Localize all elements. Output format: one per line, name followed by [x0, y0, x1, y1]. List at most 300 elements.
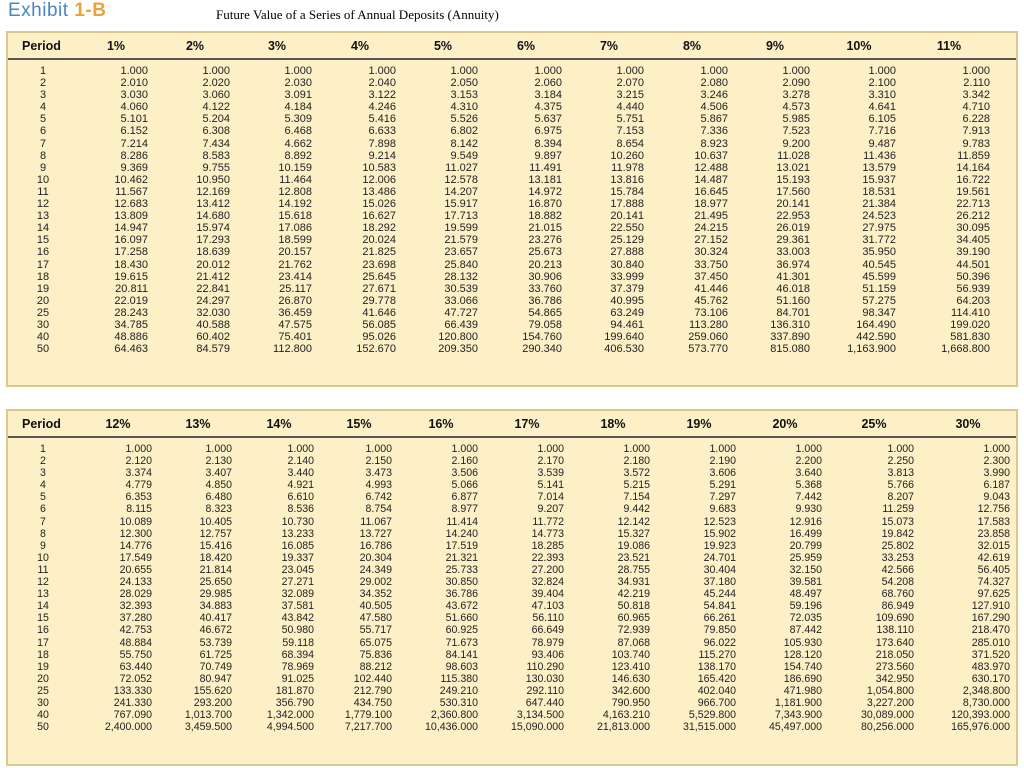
- value-cell: 19.842: [881, 527, 914, 540]
- table-row: [8, 283, 1016, 295]
- value-cell: 1.000: [616, 65, 644, 77]
- value-cell: 11.567: [115, 185, 148, 198]
- value-cell: 6.610: [287, 491, 314, 504]
- table-row: [8, 65, 1016, 77]
- value-cell: 28.132: [444, 270, 478, 283]
- value-cell: 24.133: [119, 576, 152, 589]
- value-cell: 9.442: [623, 503, 650, 516]
- value-cell: 154.740: [783, 660, 822, 673]
- annuity-table-2: [6, 409, 1018, 766]
- value-cell: 18.639: [196, 246, 230, 259]
- value-cell: 16.786: [359, 539, 392, 552]
- value-cell: 51.159: [862, 282, 896, 295]
- table-row: [8, 673, 1016, 685]
- column-header-rate: 20%: [772, 416, 798, 431]
- value-cell: 1,013.700: [184, 709, 232, 722]
- value-cell: 26.212: [956, 210, 990, 223]
- value-cell: 3.246: [700, 89, 728, 102]
- value-cell: 130.030: [525, 672, 564, 685]
- value-cell: 110.290: [526, 660, 564, 673]
- value-cell: 15,090.000: [510, 721, 564, 734]
- value-cell: 56.939: [956, 282, 990, 295]
- value-cell: 1,181.900: [774, 696, 822, 709]
- value-cell: 155.620: [193, 684, 232, 697]
- table-row: [8, 138, 1016, 150]
- value-cell: 18.292: [362, 222, 396, 235]
- table-row: [8, 467, 1016, 479]
- value-cell: 4.122: [202, 101, 230, 114]
- table-row: [8, 685, 1016, 697]
- table-header-row: [8, 33, 1016, 60]
- period-cell: 30: [37, 696, 49, 709]
- column-header-rate: 9%: [765, 38, 785, 53]
- value-cell: 2.110: [963, 77, 990, 90]
- value-cell: 24.215: [694, 222, 728, 235]
- value-cell: 3.122: [368, 89, 396, 102]
- value-cell: 8.892: [284, 149, 312, 162]
- value-cell: 56.405: [977, 563, 1010, 576]
- value-cell: 290.340: [522, 343, 562, 356]
- column-header-rate: 14%: [266, 416, 292, 431]
- value-cell: 16.097: [114, 234, 148, 247]
- value-cell: 64.203: [956, 294, 990, 307]
- value-cell: 12.683: [114, 198, 148, 211]
- value-cell: 165,976.000: [951, 721, 1010, 734]
- page-title: Future Value of a Series of Annual Deposits (Annuity): [216, 7, 499, 22]
- value-cell: 37.180: [703, 576, 736, 589]
- period-cell: 5: [39, 113, 47, 126]
- table-body: [8, 65, 1016, 355]
- value-cell: 1,668.800: [941, 343, 990, 356]
- value-cell: 3.473: [365, 467, 392, 480]
- value-cell: 8.923: [700, 137, 728, 150]
- value-cell: 2.100: [868, 77, 896, 90]
- table-row: [8, 259, 1016, 271]
- value-cell: 3.184: [534, 89, 562, 102]
- value-cell: 10.730: [281, 515, 314, 528]
- value-cell: 17.583: [977, 515, 1010, 528]
- period-cell: 4: [40, 479, 46, 492]
- value-cell: 10.637: [694, 149, 728, 162]
- value-cell: 1.000: [202, 65, 230, 77]
- value-cell: 293.200: [193, 696, 232, 709]
- value-cell: 21.321: [445, 551, 478, 564]
- value-cell: 25.733: [445, 563, 478, 576]
- value-cell: 102.440: [353, 672, 392, 685]
- value-cell: 33.066: [444, 294, 478, 307]
- value-cell: 4.573: [782, 101, 810, 114]
- table-row: [8, 697, 1016, 709]
- table-row: [8, 443, 1016, 455]
- value-cell: 209.350: [438, 343, 478, 356]
- value-cell: 55.750: [119, 648, 152, 661]
- table-row: [8, 552, 1016, 564]
- value-cell: 7.913: [962, 125, 990, 138]
- column-header-rate: 4%: [350, 38, 370, 53]
- value-cell: 33.760: [528, 282, 562, 295]
- value-cell: 3.407: [205, 467, 232, 480]
- table-row: [8, 649, 1016, 661]
- value-cell: 7.154: [623, 491, 650, 504]
- value-cell: 16.085: [281, 539, 314, 552]
- value-cell: 30.095: [956, 222, 990, 235]
- period-cell: 19: [36, 282, 50, 295]
- value-cell: 3.030: [120, 89, 148, 102]
- value-cell: 12.006: [362, 173, 396, 186]
- value-cell: 32.150: [789, 563, 822, 576]
- value-cell: 218.470: [971, 624, 1010, 637]
- value-cell: 285.010: [971, 636, 1010, 649]
- period-cell: 50: [36, 343, 50, 356]
- value-cell: 94.461: [610, 318, 644, 331]
- table-row: [8, 709, 1016, 721]
- value-cell: 4.641: [868, 101, 896, 114]
- value-cell: 8,730.000: [962, 696, 1010, 709]
- value-cell: 6.353: [125, 491, 152, 504]
- value-cell: 21.762: [278, 258, 312, 271]
- value-cell: 24.523: [862, 210, 896, 223]
- value-cell: 13.233: [281, 527, 314, 540]
- value-cell: 25.959: [789, 551, 822, 564]
- value-cell: 73.106: [694, 306, 728, 319]
- value-cell: 2,348.800: [962, 684, 1010, 697]
- period-cell: 30: [36, 318, 50, 331]
- value-cell: 45.599: [862, 270, 896, 283]
- value-cell: 30.539: [444, 282, 478, 295]
- value-cell: 342.600: [611, 684, 650, 697]
- value-cell: 1.000: [868, 65, 896, 77]
- value-cell: 6.877: [451, 491, 478, 504]
- value-cell: 40.995: [610, 294, 644, 307]
- value-cell: 2.120: [125, 455, 152, 468]
- value-cell: 2.140: [287, 455, 314, 468]
- value-cell: 7.336: [700, 125, 728, 138]
- value-cell: 59.196: [789, 600, 822, 613]
- value-cell: 5.215: [623, 479, 650, 492]
- value-cell: 8.115: [126, 503, 152, 516]
- value-cell: 35.950: [862, 246, 896, 259]
- value-cell: 15.917: [444, 198, 478, 211]
- value-cell: 2.020: [202, 77, 230, 90]
- value-cell: 5.766: [887, 479, 914, 492]
- value-cell: 630.170: [971, 672, 1010, 685]
- value-cell: 9.487: [868, 137, 896, 150]
- value-cell: 31,515.000: [682, 721, 736, 734]
- value-cell: 12.523: [703, 515, 736, 528]
- value-cell: 647.440: [525, 696, 564, 709]
- value-cell: 815.080: [770, 343, 810, 356]
- value-cell: 98.347: [862, 306, 896, 319]
- value-cell: 11.436: [863, 149, 896, 162]
- value-cell: 152.670: [356, 343, 396, 356]
- value-cell: 32.393: [119, 600, 152, 613]
- value-cell: 2.130: [205, 455, 232, 468]
- value-cell: 3.153: [450, 89, 478, 102]
- value-cell: 1,163.900: [847, 343, 896, 356]
- value-cell: 17.888: [610, 198, 644, 211]
- value-cell: 1.000: [983, 443, 1010, 455]
- value-cell: 45.244: [703, 588, 736, 601]
- value-cell: 21,813.000: [596, 721, 650, 734]
- value-cell: 13.579: [862, 161, 896, 174]
- value-cell: 11.259: [882, 503, 914, 516]
- period-cell: 3: [39, 89, 47, 102]
- value-cell: 15.784: [610, 185, 644, 198]
- value-cell: 20.655: [119, 563, 152, 576]
- period-cell: 25: [36, 306, 50, 319]
- table-row: [8, 516, 1016, 528]
- value-cell: 66.261: [703, 612, 736, 625]
- column-header-rate: 25%: [861, 416, 887, 431]
- value-cell: 33.750: [694, 258, 728, 271]
- value-cell: 2.150: [365, 455, 392, 468]
- value-cell: 31.772: [862, 234, 896, 247]
- value-cell: 86.949: [881, 600, 914, 613]
- table-row: [8, 162, 1016, 174]
- value-cell: 46.018: [776, 282, 810, 295]
- value-cell: 402.040: [697, 684, 736, 697]
- table-row: [8, 150, 1016, 162]
- table-row: [8, 637, 1016, 649]
- period-cell: 12: [37, 576, 49, 589]
- value-cell: 22.019: [114, 294, 148, 307]
- value-cell: 80,256.000: [860, 721, 914, 734]
- value-cell: 1.000: [534, 65, 562, 77]
- value-cell: 767.090: [113, 709, 152, 722]
- table-row: [8, 125, 1016, 137]
- exhibit-word: Exhibit: [8, 0, 69, 21]
- value-cell: 18.882: [528, 210, 562, 223]
- value-cell: 5.751: [616, 113, 644, 126]
- value-cell: 4.060: [120, 101, 148, 114]
- value-cell: 7.898: [368, 137, 396, 150]
- value-cell: 1,779.100: [344, 709, 392, 722]
- table-row: [8, 271, 1016, 283]
- value-cell: 20.024: [362, 234, 396, 247]
- value-cell: 91.025: [281, 672, 314, 685]
- period-cell: 13: [37, 588, 49, 601]
- value-cell: 173.640: [875, 636, 914, 649]
- value-cell: 29.002: [359, 576, 392, 589]
- value-cell: 72.939: [617, 624, 650, 637]
- value-cell: 21.579: [444, 234, 478, 247]
- value-cell: 2.070: [616, 77, 644, 90]
- column-header-rate: 16%: [428, 416, 454, 431]
- table-row: [8, 612, 1016, 624]
- value-cell: 37.379: [610, 282, 644, 295]
- value-cell: 28.029: [119, 588, 152, 601]
- value-cell: 20.157: [278, 246, 312, 259]
- value-cell: 16.645: [694, 185, 728, 198]
- value-cell: 442.590: [856, 331, 896, 344]
- value-cell: 84.141: [445, 648, 478, 661]
- period-cell: 12: [36, 198, 50, 211]
- table-row: [8, 319, 1016, 331]
- value-cell: 212.790: [353, 684, 392, 697]
- value-cell: 5.526: [450, 113, 478, 126]
- table-row: [8, 77, 1016, 89]
- value-cell: 12.169: [196, 185, 230, 198]
- value-cell: 4.440: [616, 101, 644, 114]
- value-cell: 10.405: [199, 515, 232, 528]
- table-header-row: [8, 411, 1016, 438]
- value-cell: 24.701: [703, 551, 736, 564]
- value-cell: 241.330: [113, 696, 152, 709]
- period-cell: 18: [37, 648, 49, 661]
- value-cell: 15.937: [862, 173, 896, 186]
- value-cell: 15.416: [199, 539, 232, 552]
- value-cell: 371.520: [971, 648, 1010, 661]
- value-cell: 11.028: [777, 149, 810, 162]
- table-row: [8, 540, 1016, 552]
- value-cell: 5.204: [202, 113, 230, 126]
- value-cell: 15.974: [196, 222, 230, 235]
- column-header-rate: 1%: [106, 38, 126, 53]
- value-cell: 10.950: [196, 173, 230, 186]
- value-cell: 6.105: [868, 113, 896, 126]
- value-cell: 50.818: [617, 600, 650, 613]
- value-cell: 25.117: [279, 282, 312, 295]
- value-cell: 218.050: [875, 648, 914, 661]
- value-cell: 36.786: [445, 588, 478, 601]
- table-row: [8, 331, 1016, 343]
- value-cell: 9.200: [782, 137, 810, 150]
- column-header-rate: 8%: [682, 38, 702, 53]
- value-cell: 14.207: [444, 185, 478, 198]
- value-cell: 5.101: [120, 113, 148, 126]
- value-cell: 47.103: [531, 600, 564, 613]
- value-cell: 17.086: [278, 222, 312, 235]
- value-cell: 27.975: [862, 222, 896, 235]
- value-cell: 23.414: [278, 270, 312, 283]
- value-cell: 25.645: [362, 270, 396, 283]
- value-cell: 18.977: [694, 198, 728, 211]
- value-cell: 2.060: [534, 77, 562, 90]
- value-cell: 36.974: [776, 258, 810, 271]
- value-cell: 50.980: [281, 624, 314, 637]
- value-cell: 21.384: [862, 198, 896, 211]
- column-header-rate: 6%: [516, 38, 536, 53]
- period-cell: 14: [36, 222, 50, 235]
- value-cell: 48.886: [114, 331, 148, 344]
- value-cell: 54.841: [703, 600, 736, 613]
- value-cell: 74.327: [977, 576, 1010, 589]
- value-cell: 6.633: [368, 125, 396, 138]
- column-header-period: Period: [22, 38, 61, 53]
- value-cell: 17.519: [445, 539, 478, 552]
- value-cell: 27.271: [281, 576, 314, 589]
- exhibit-number: 1-B: [74, 0, 107, 21]
- value-cell: 12.142: [617, 515, 650, 528]
- value-cell: 5.141: [537, 479, 564, 492]
- value-cell: 406.530: [604, 343, 644, 356]
- table-row: [8, 198, 1016, 210]
- value-cell: 2.030: [284, 77, 312, 90]
- value-cell: 27.152: [694, 234, 728, 247]
- value-cell: 4.921: [287, 479, 314, 492]
- value-cell: 10,436.000: [424, 721, 478, 734]
- value-cell: 39.404: [531, 588, 564, 601]
- value-cell: 43.672: [445, 600, 478, 613]
- value-cell: 16.499: [789, 527, 822, 540]
- value-cell: 19.561: [956, 185, 990, 198]
- value-cell: 434.750: [353, 696, 392, 709]
- value-cell: 113.280: [689, 318, 728, 331]
- period-cell: 6: [40, 503, 46, 516]
- value-cell: 9.930: [795, 503, 822, 516]
- value-cell: 1.000: [537, 443, 564, 455]
- value-cell: 14.164: [956, 161, 990, 174]
- value-cell: 2.170: [537, 455, 564, 468]
- period-cell: 2: [40, 455, 46, 468]
- value-cell: 16.627: [362, 210, 396, 223]
- value-cell: 11.772: [532, 515, 564, 528]
- value-cell: 1.000: [120, 65, 148, 77]
- value-cell: 3.060: [202, 89, 230, 102]
- value-cell: 60.925: [445, 624, 478, 637]
- value-cell: 3.310: [868, 89, 896, 102]
- value-cell: 68.760: [881, 588, 914, 601]
- value-cell: 2.010: [120, 77, 148, 90]
- period-cell: 17: [36, 258, 50, 271]
- value-cell: 14.680: [196, 210, 230, 223]
- value-cell: 6.152: [120, 125, 148, 138]
- value-cell: 11.027: [445, 161, 478, 174]
- value-cell: 3.215: [616, 89, 644, 102]
- value-cell: 55.717: [359, 624, 392, 637]
- value-cell: 1,054.800: [866, 684, 914, 697]
- value-cell: 18.531: [862, 185, 896, 198]
- period-cell: 9: [39, 161, 47, 174]
- value-cell: 41.446: [694, 282, 728, 295]
- value-cell: 30.404: [703, 563, 736, 576]
- value-cell: 25.673: [528, 246, 562, 259]
- value-cell: 18.285: [531, 539, 564, 552]
- value-cell: 1.000: [962, 65, 990, 77]
- value-cell: 53.739: [199, 636, 232, 649]
- value-cell: 8.977: [451, 503, 478, 516]
- period-cell: 9: [40, 539, 46, 552]
- value-cell: 72.035: [789, 612, 822, 625]
- value-cell: 13.021: [776, 161, 810, 174]
- value-cell: 12.488: [694, 161, 728, 174]
- period-cell: 40: [36, 331, 50, 344]
- value-cell: 23.657: [444, 246, 478, 259]
- value-cell: 68.394: [281, 648, 314, 661]
- value-cell: 13.181: [528, 173, 562, 186]
- value-cell: 4.850: [205, 479, 232, 492]
- value-cell: 7.153: [616, 125, 644, 138]
- annuity-table-1: [6, 31, 1018, 387]
- value-cell: 2,400.000: [104, 721, 152, 734]
- value-cell: 1.000: [205, 443, 232, 455]
- value-cell: 3.278: [782, 89, 810, 102]
- value-cell: 15.073: [881, 515, 914, 528]
- value-cell: 28.243: [114, 306, 148, 319]
- column-header-rate: 7%: [599, 38, 619, 53]
- value-cell: 9.755: [202, 161, 230, 174]
- value-cell: 20.799: [789, 539, 822, 552]
- value-cell: 2.180: [623, 455, 650, 468]
- value-cell: 25.129: [610, 234, 644, 247]
- value-cell: 4.779: [125, 479, 152, 492]
- period-cell: 20: [37, 672, 49, 685]
- value-cell: 4.993: [365, 479, 392, 492]
- value-cell: 42.566: [881, 563, 914, 576]
- value-cell: 20.141: [776, 198, 810, 211]
- value-cell: 3.342: [962, 89, 990, 102]
- value-cell: 1.000: [795, 443, 822, 455]
